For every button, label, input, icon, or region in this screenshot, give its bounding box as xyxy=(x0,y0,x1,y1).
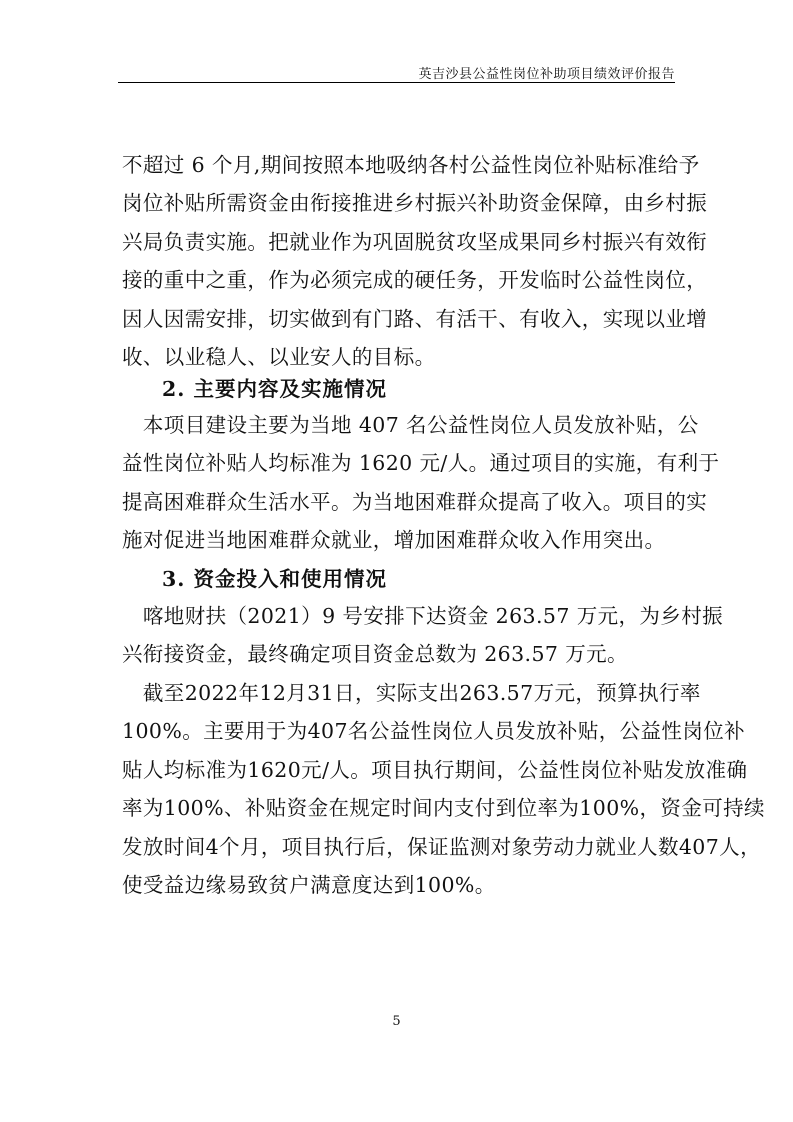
text-line: 不超过 6 个月,期间按照本地吸纳各村公益性岗位补贴标准给予 xyxy=(122,153,700,177)
text-line: 兴局负责实施。把就业作为巩固脱贫攻坚成果同乡村振兴有效衔 xyxy=(122,229,708,254)
text-line: 兴衔接资金，最终确定项目资金总数为 263.57 万元。 xyxy=(122,642,628,667)
section-heading-2: 2. 主要内容及实施情况 xyxy=(162,377,388,401)
text-line: 贴人均标准为1620元/人。项目执行期间，公益性岗位补贴发放准确 xyxy=(122,757,748,782)
text-line: 喀地财扶（2021）9 号安排下达资金 263.57 万元，为乡村振 xyxy=(122,604,723,628)
paragraph-expenditure xyxy=(122,674,765,904)
text-line: 率为100%、补贴资金在规定时间内支付到位率为100%，资金可持续 xyxy=(122,796,765,821)
paragraph-intro xyxy=(122,146,708,376)
text-line: 岗位补贴所需资金由衔接推进乡村振兴补助资金保障，由乡村振 xyxy=(122,191,708,216)
text-line: 收、以业稳人、以业安人的目标。 xyxy=(122,345,436,370)
text-line: 截至2022年12月31日，实际支出263.57万元，预算执行率 xyxy=(122,681,701,705)
header-title: 英吉沙县公益性岗位补助项目绩效评价报告 xyxy=(418,67,675,82)
text-line: 益性岗位补贴人均标准为 1620 元/人。通过项目的实施，有利于 xyxy=(122,451,720,476)
text-line: 发放时间4个月，项目执行后，保证监测对象劳动力就业人数407人， xyxy=(122,834,761,859)
text-line: 本项目建设主要为当地 407 名公益性岗位人员发放补贴，公 xyxy=(122,413,699,437)
paragraph-funding xyxy=(122,597,723,674)
section-heading-3: 3. 资金投入和使用情况 xyxy=(162,567,388,591)
text-line: 提高困难群众生活水平。为当地困难群众提高了收入。项目的实 xyxy=(122,489,708,514)
paragraph-main-content xyxy=(122,406,720,560)
header-rule xyxy=(118,82,675,83)
page-number: 5 xyxy=(392,1014,401,1029)
text-line: 100%。主要用于为407名公益性岗位人员发放补贴，公益性岗位补 xyxy=(122,719,746,744)
text-line: 因人因需安排，切实做到有门路、有活干、有收入，实现以业增 xyxy=(122,306,708,331)
text-line: 接的重中之重，作为必须完成的硬任务，开发临时公益性岗位， xyxy=(122,268,708,293)
text-line: 使受益边缘易致贫户满意度达到100%。 xyxy=(122,873,496,898)
text-line: 施对促进当地困难群众就业，增加困难群众收入作用突出。 xyxy=(122,528,666,553)
